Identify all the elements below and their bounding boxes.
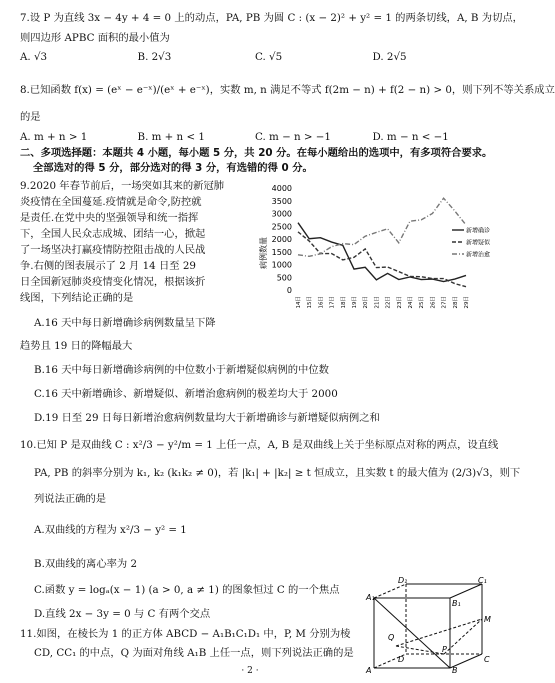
x-tick-label: 21日 [374, 296, 381, 309]
series-line-1 [298, 232, 466, 287]
label-q: Q [388, 633, 395, 642]
q7-stem-line2: 则四边形 APBC 面积的最小值为 [20, 32, 170, 44]
series-line-0 [298, 223, 466, 282]
label-d: D [398, 655, 405, 664]
q8-options [20, 130, 490, 144]
legend-label: 新增治愈 [466, 251, 491, 259]
q9-stem-line: 争.右侧的图表展示了 2 月 14 日至 29 [20, 260, 196, 272]
q10-option-a: A.双曲线的方程为 x²/3 − y² = 1 [34, 524, 187, 536]
q8-option-c: C. m − n > −1 [255, 131, 331, 143]
q9-stem [20, 178, 260, 306]
y-tick-label: 1500 [271, 247, 292, 257]
q9-stem-line: 9.2020 年春节前后，一场突如其来的新冠肺 [20, 180, 225, 192]
y-tick-label: 3500 [271, 196, 292, 206]
q9-stem-line: 下，全国人民众志成城、团结一心，掀起 [20, 228, 206, 240]
y-tick-label: 3000 [271, 209, 292, 219]
x-tick-label: 29日 [464, 296, 470, 309]
y-tick-label: 1000 [271, 260, 292, 270]
x-tick-label: 23日 [396, 296, 403, 309]
q10-stem-line2: PA, PB 的斜率分别为 k₁, k₂ (k₁k₂ ≠ 0)，若 |k₁| + |k₂| ≥ t 恒成立，且实数 t 的最大值为 (2/3)√3，则下 [34, 467, 521, 479]
q7-option-c: C. √5 [255, 51, 283, 63]
x-tick-label: 15日 [307, 296, 314, 309]
cube-figure [366, 578, 492, 674]
label-c1: C₁ [478, 576, 487, 585]
section-heading-line2: 全部选对的得 5 分，部分选对的得 3 分，有选错的得 0 分。 [33, 162, 313, 174]
q10-option-b: B.双曲线的离心率为 2 [34, 558, 138, 570]
q7-option-b: B. 2√3 [137, 51, 172, 63]
q8-stem-line1: 8.已知函数 f(x) = (eˣ − e⁻ˣ)/(eˣ + e⁻ˣ)，实数 m, n 满足不等式 f(2m − n) + f(2 − n) > 0，则下列不等关系成立 [20, 84, 555, 96]
q9-option-c: C.16 天中新增确诊、新增疑似、新增治愈病例的极差均大于 2000 [34, 388, 338, 400]
q7-option-a: A. √3 [20, 51, 48, 63]
q11-stem-line2: CD, CC₁ 的中点，Q 为面对角线 A₁B 上任一点，则下列说法正确的是 [34, 647, 354, 659]
x-tick-label: 14日 [296, 296, 302, 309]
x-tick-label: 16日 [318, 296, 325, 309]
q7-option-d: D. 2√5 [372, 51, 407, 63]
q9-stem-line: 了一场坚决打赢疫情防控阻击战的人民战 [20, 244, 206, 256]
label-b1: B₁ [452, 599, 461, 608]
q7-options [20, 50, 490, 64]
series-line-2 [298, 198, 466, 256]
q9-stem-line: 线图，下列结论正确的是 [20, 292, 134, 304]
y-tick-label: 4000 [271, 184, 292, 193]
q7-stem-line1: 7.设 P 为直线 3x − 4y + 4 = 0 上的动点，PA, PB 为圆 C : (x − 2)² + y² = 1 的两条切线，A, B 为切点， [20, 12, 523, 24]
y-axis-label: 病例数量 [259, 237, 268, 269]
legend-label: 新增确诊 [466, 227, 491, 235]
q9-stem-line: 是责任.在党中央的坚强领导和统一指挥 [20, 212, 199, 224]
q10-stem-line3: 列说法正确的是 [34, 493, 107, 505]
label-a: A [366, 666, 372, 675]
label-b: B [452, 666, 458, 675]
label-p: P [442, 645, 447, 654]
x-tick-label: 25日 [419, 296, 426, 309]
q10-stem-line1: 10.已知 P 是双曲线 C : x²/3 − y²/m = 1 上任一点，A, B 是双曲线上关于坐标原点对称的两点，设直线 [20, 439, 499, 451]
y-tick-label: 2500 [271, 222, 292, 232]
x-tick-label: 20日 [363, 296, 370, 309]
x-tick-label: 17日 [329, 296, 336, 309]
label-a1: A₁ [366, 593, 375, 602]
covid-line-chart [256, 178, 494, 316]
section-heading-line1: 二、多项选择题：本题共 4 小题，每小题 5 分，共 20 分。在每小题给出的选项中，有多项符合要求。 [20, 147, 493, 159]
y-tick-label: 2000 [271, 235, 292, 244]
label-m: M [484, 615, 491, 624]
x-tick-label: 18日 [340, 296, 347, 309]
q9-option-d: D.19 日至 29 日每日新增治愈病例数量均大于新增确诊与新增疑似病例之和 [34, 412, 380, 424]
label-d1: D₁ [398, 576, 408, 585]
x-tick-label: 28日 [452, 296, 459, 309]
q11-stem-line1: 11.如图，在棱长为 1 的正方体 ABCD − A₁B₁C₁D₁ 中，P, M 分别为棱 [20, 628, 351, 640]
x-tick-label: 24日 [408, 296, 414, 309]
q9-stem-line: 炎疫情在全国蔓延.疫情就是命令,防控就 [20, 196, 202, 208]
page-number: · 2 · [241, 666, 259, 676]
x-tick-label: 26日 [430, 296, 437, 309]
x-tick-label: 27日 [441, 296, 448, 309]
q8-option-b: B. m + n < 1 [137, 131, 205, 143]
q10-option-c: C.函数 y = logₐ(x − 1) (a > 0, a ≠ 1) 的图象恒过 C 的一个焦点 [34, 584, 340, 596]
q9-stem-line: 日全国新冠肺炎疫情变化情况，根据该折 [20, 276, 206, 288]
q9-option-b: B.16 天中每日新增确诊病例的中位数小于新增疑似病例的中位数 [34, 364, 329, 376]
x-tick-label: 19日 [352, 296, 358, 309]
label-c: C [484, 655, 490, 664]
q8-stem-line2: 的是 [20, 111, 41, 123]
y-tick-label: 500 [276, 273, 292, 283]
q9-option-a-line1: A.16 天中每日新增确诊病例数量呈下降 [34, 317, 216, 329]
q10-option-d: D.直线 2x − 3y = 0 与 C 有两个交点 [34, 608, 211, 620]
y-tick-label: 0 [286, 286, 292, 295]
x-tick-label: 22日 [385, 296, 392, 309]
q9-option-a-line2: 趋势且 19 日的降幅最大 [20, 340, 133, 352]
q8-option-a: A. m + n > 1 [20, 131, 88, 143]
q8-option-d: D. m − n < −1 [372, 131, 449, 143]
legend-label: 新增疑似 [466, 239, 491, 247]
